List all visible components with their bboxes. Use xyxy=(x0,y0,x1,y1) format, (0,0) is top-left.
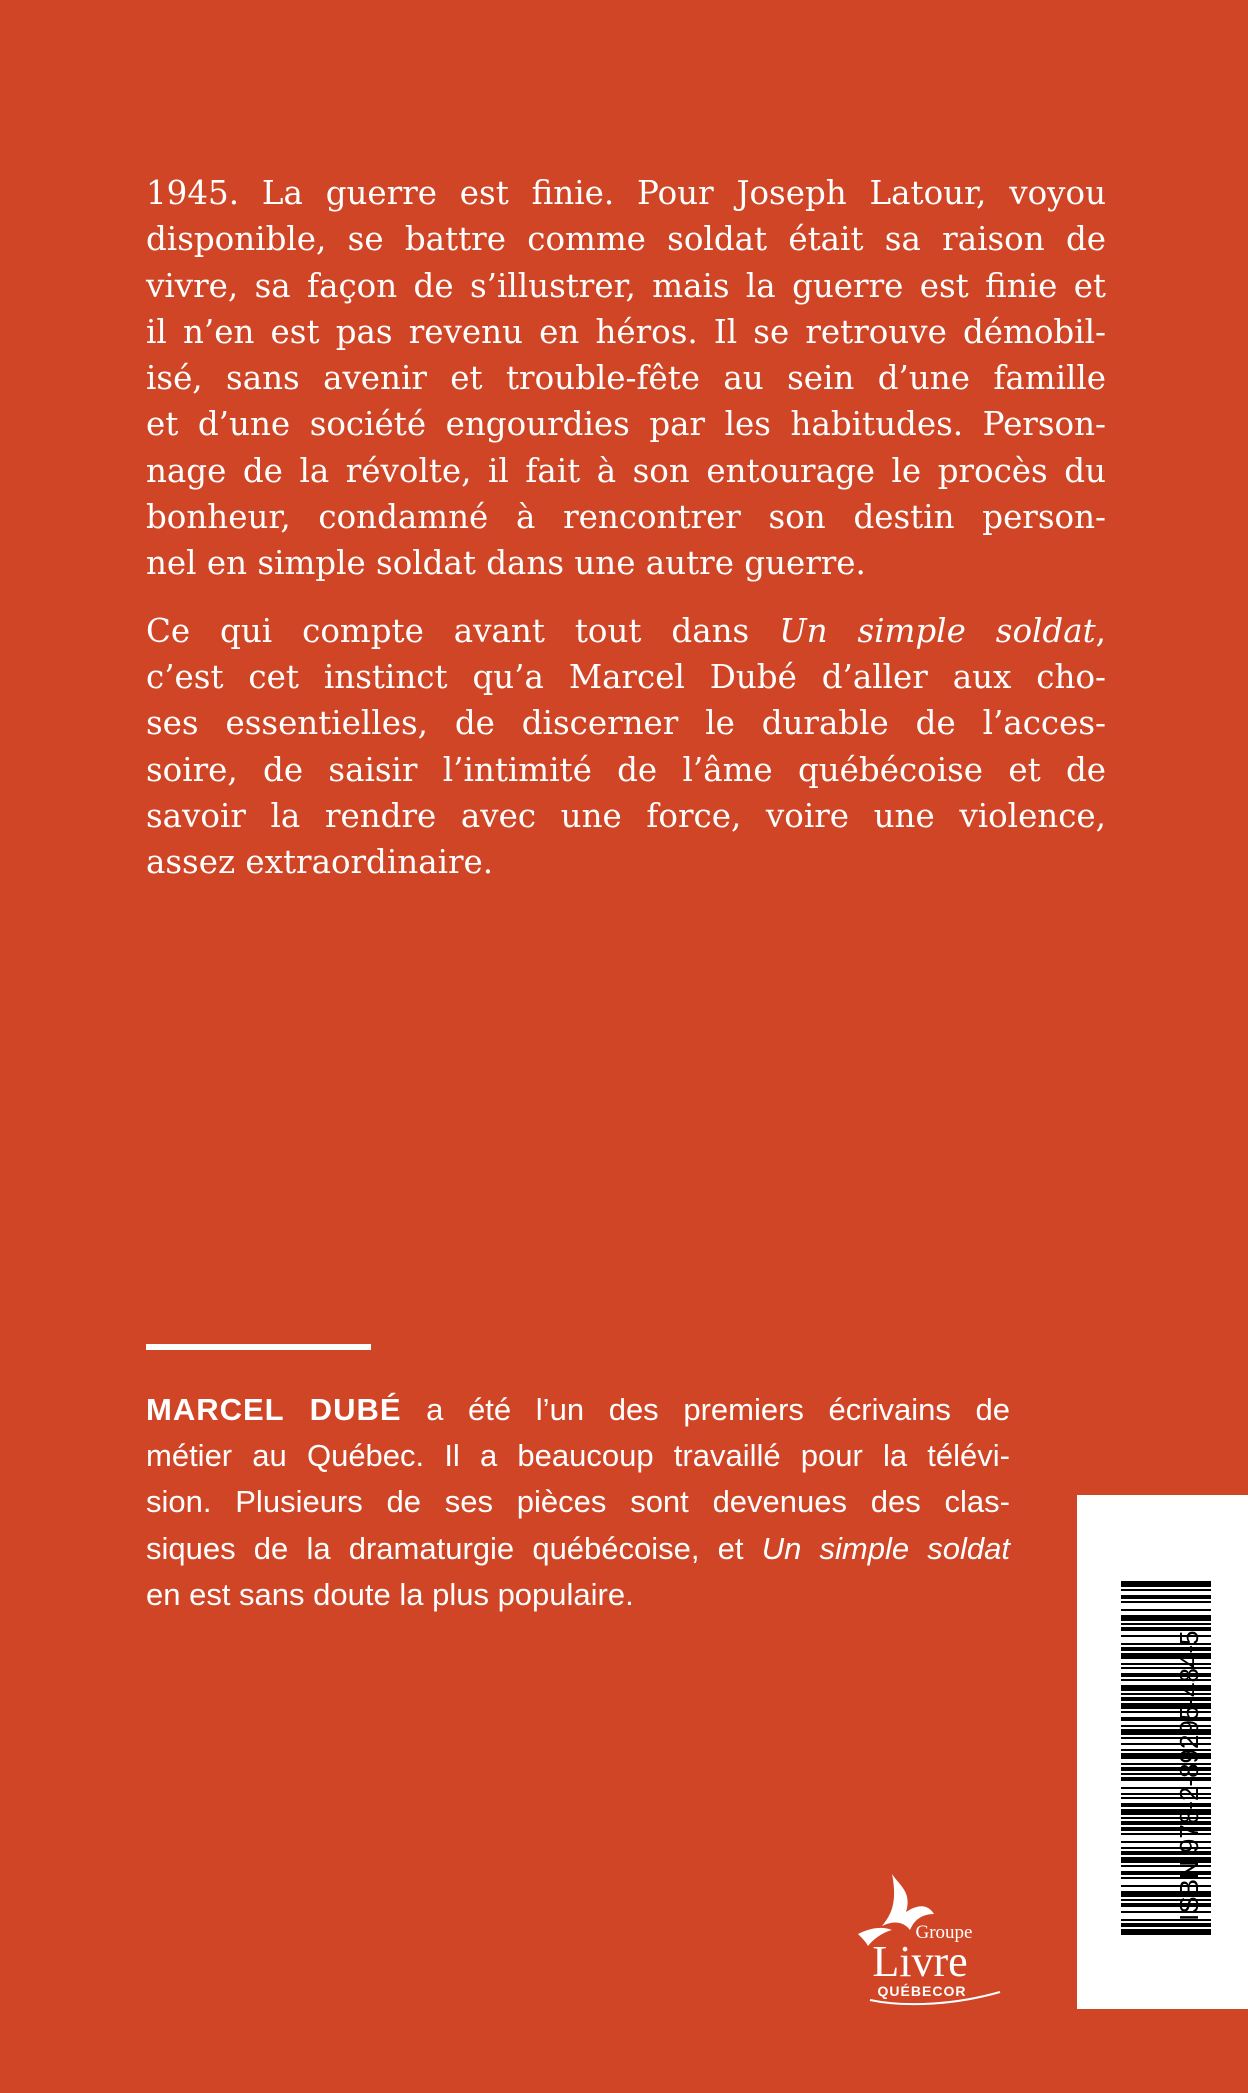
book-title: Un simple soldat xyxy=(779,611,1096,650)
barcode-bar xyxy=(1121,1595,1211,1599)
blurb-line: ses essentielles, de discerner le durable de l’acces- xyxy=(146,704,1106,743)
book-title: Un simple soldat xyxy=(761,1530,1010,1566)
author-bio xyxy=(146,1387,1010,1618)
logo-livre: Livre xyxy=(872,1937,968,1986)
author-name: MARCEL DUBÉ xyxy=(146,1392,402,1427)
bio-line xyxy=(146,1387,1010,1433)
blurb-line: 1945. La guerre est finie. Pour Joseph Latour, voyou xyxy=(146,174,1106,212)
blurb-text: Ce qui compte avant tout dans xyxy=(146,611,750,650)
barcode-bar xyxy=(1121,1609,1211,1611)
bio-line xyxy=(146,1526,1010,1572)
blurb-line: savoir la rendre avec une force, voire une violence, xyxy=(146,796,1106,835)
blurb-line: nage de la révolte, il fait à son entourage le procès du xyxy=(146,451,1106,490)
barcode-bar xyxy=(1121,1627,1211,1631)
blurb-line: c’est cet instinct qu’a Marcel Dubé d’aller aux cho- xyxy=(146,657,1106,696)
barcode-bar xyxy=(1121,1589,1211,1591)
barcode-bar xyxy=(1121,1929,1211,1935)
blurb-line: vivre, sa façon de s’illustrer, mais la guerre est finie et xyxy=(146,266,1106,305)
bio-line: métier au Québec. Il a beaucoup travaillé pour la télévi- xyxy=(146,1438,1010,1474)
barcode-graphic xyxy=(1077,1495,1248,2009)
blurb-line: nel en simple soldat dans une autre guerre. xyxy=(146,544,866,583)
logo-groupe: Groupe xyxy=(915,1922,973,1943)
isbn-barcode xyxy=(1077,1495,1248,2009)
barcode-bar xyxy=(1121,1623,1211,1625)
blurb-text: , xyxy=(1095,611,1106,650)
blurb-line: soire, de saisir l’intimité de l’âme québécoise et de xyxy=(146,750,1106,789)
blurb-line: et d’une société engourdies par les habitudes. Person- xyxy=(146,405,1106,444)
barcode-bar xyxy=(1121,1615,1211,1621)
blurb-line: disponible, se battre comme soldat était sa raison de xyxy=(146,220,1106,259)
blurb xyxy=(146,170,1106,885)
bio-line: sion. Plusieurs de ses pièces sont devenues des clas- xyxy=(146,1484,1010,1520)
barcode-bar xyxy=(1121,1601,1211,1603)
blurb-line: isé, sans avenir et trouble-fête au sein d’une famille xyxy=(146,359,1106,398)
blurb-paragraph-2 xyxy=(146,608,1106,886)
bio-text: siques de la dramaturgie québécoise, et xyxy=(146,1530,762,1566)
publisher-logo-graphic xyxy=(848,1868,1008,2008)
isbn-text: ISBN 978-2-89295-484-5 xyxy=(1174,1630,1204,1921)
blurb-line: bonheur, condamné à rencontrer son destin person- xyxy=(146,498,1106,537)
publisher-logo xyxy=(848,1868,1008,2008)
blurb-line xyxy=(146,608,1106,654)
divider-rule xyxy=(146,1344,371,1350)
blurb-line: il n’en est pas revenu en héros. Il se retrouve démobil- xyxy=(146,312,1106,351)
logo-quebecor: QUÉBECOR xyxy=(877,1983,967,1999)
blurb-line: assez extraordinaire. xyxy=(146,843,494,882)
bio-text: a été l’un des premiers écrivains de xyxy=(401,1392,1010,1427)
blurb-paragraph-1 xyxy=(146,170,1106,587)
barcode-bar xyxy=(1121,1923,1211,1927)
bio-line: en est sans doute la plus populaire. xyxy=(146,1576,634,1612)
barcode-bar xyxy=(1121,1581,1211,1587)
